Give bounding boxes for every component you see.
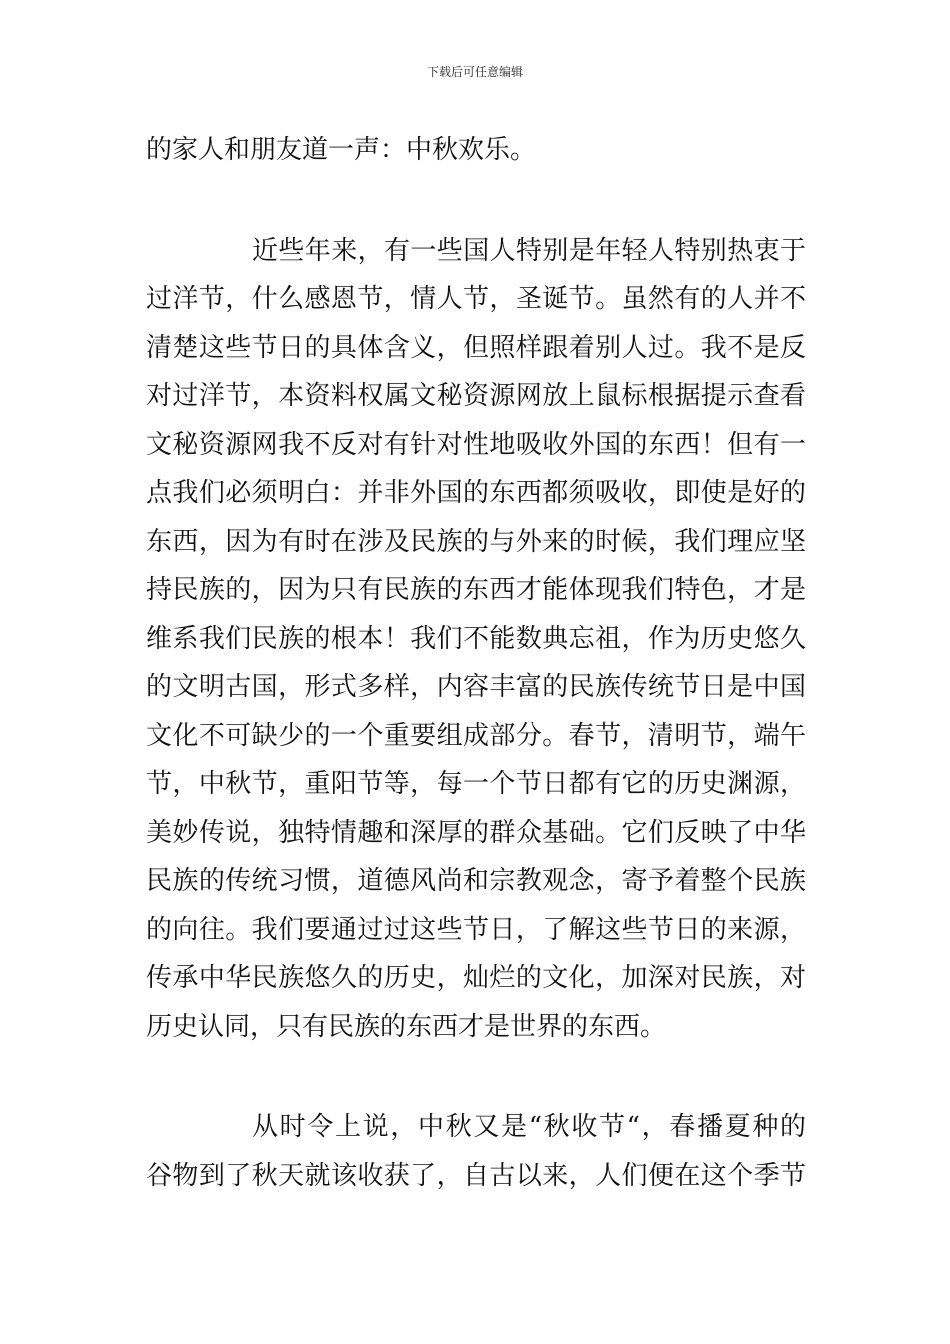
text-line: 从时令上说，中秋又是“秋收节“，春播夏种的 xyxy=(252,1112,806,1142)
text-line: 维系我们民族的根本！我们不能数典忘祖，作为历史悠久 xyxy=(146,623,806,654)
text-line: 的文明古国，形式多样，内容丰富的民族传统节日是中国 xyxy=(146,672,806,702)
text-line: 对过洋节，本资料权属文秘资源网放上鼠标根据提示查看 xyxy=(146,381,806,411)
text-line: 节，中秋节，重阳节等，每一个节日都有它的历史渊源， xyxy=(146,769,806,799)
text-line: 民族的传统习惯，道德风尚和宗教观念，寄予着整个民族 xyxy=(146,866,806,896)
text-line: 谷物到了秋天就该收获了，自古以来，人们便在这个季节 xyxy=(146,1160,806,1191)
text-line: 清楚这些节日的具体含义，但照样跟着别人过。我不是反 xyxy=(146,332,806,363)
text-line: 东西，因为有时在涉及民族的与外来的时候，我们理应坚 xyxy=(146,526,806,557)
paragraph-3 xyxy=(146,1103,806,1200)
text-line: 持民族的，因为只有民族的东西才能体现我们特色，才是 xyxy=(146,575,806,605)
document-body xyxy=(146,126,806,1200)
text-line: 美妙传说，独特情趣和深厚的群众基础。它们反映了中华 xyxy=(146,817,806,848)
text-line: 过洋节，什么感恩节，情人节，圣诞节。虽然有的人并不 xyxy=(146,284,806,314)
paragraph-2 xyxy=(146,227,806,1052)
text-line: 历史认同，只有民族的东西才是世界的东西。 xyxy=(146,1011,667,1042)
text-line: 文化不可缺少的一个重要组成部分。春节，清明节，端午 xyxy=(146,720,806,751)
text-line: 点我们必须明白：并非外国的东西都须吸收，即使是好的 xyxy=(146,478,806,508)
paragraph-gap xyxy=(146,175,806,227)
paragraph-1 xyxy=(146,126,806,175)
paragraph-gap xyxy=(146,1051,806,1103)
text-line: 的家人和朋友道一声：中秋欢乐。 xyxy=(146,135,537,165)
page-header: 下载后可任意编辑 xyxy=(426,65,523,79)
text-line: 的向往。我们要通过过这些节日，了解这些节日的来源， xyxy=(146,914,806,945)
text-line: 近些年来，有一些国人特别是年轻人特别热衷于 xyxy=(252,235,806,266)
text-line: 传承中华民族悠久的历史，灿烂的文化，加深对民族，对 xyxy=(146,963,806,993)
text-line: 文秘资源网我不反对有针对性地吸收外国的东西！但有一 xyxy=(146,429,806,460)
